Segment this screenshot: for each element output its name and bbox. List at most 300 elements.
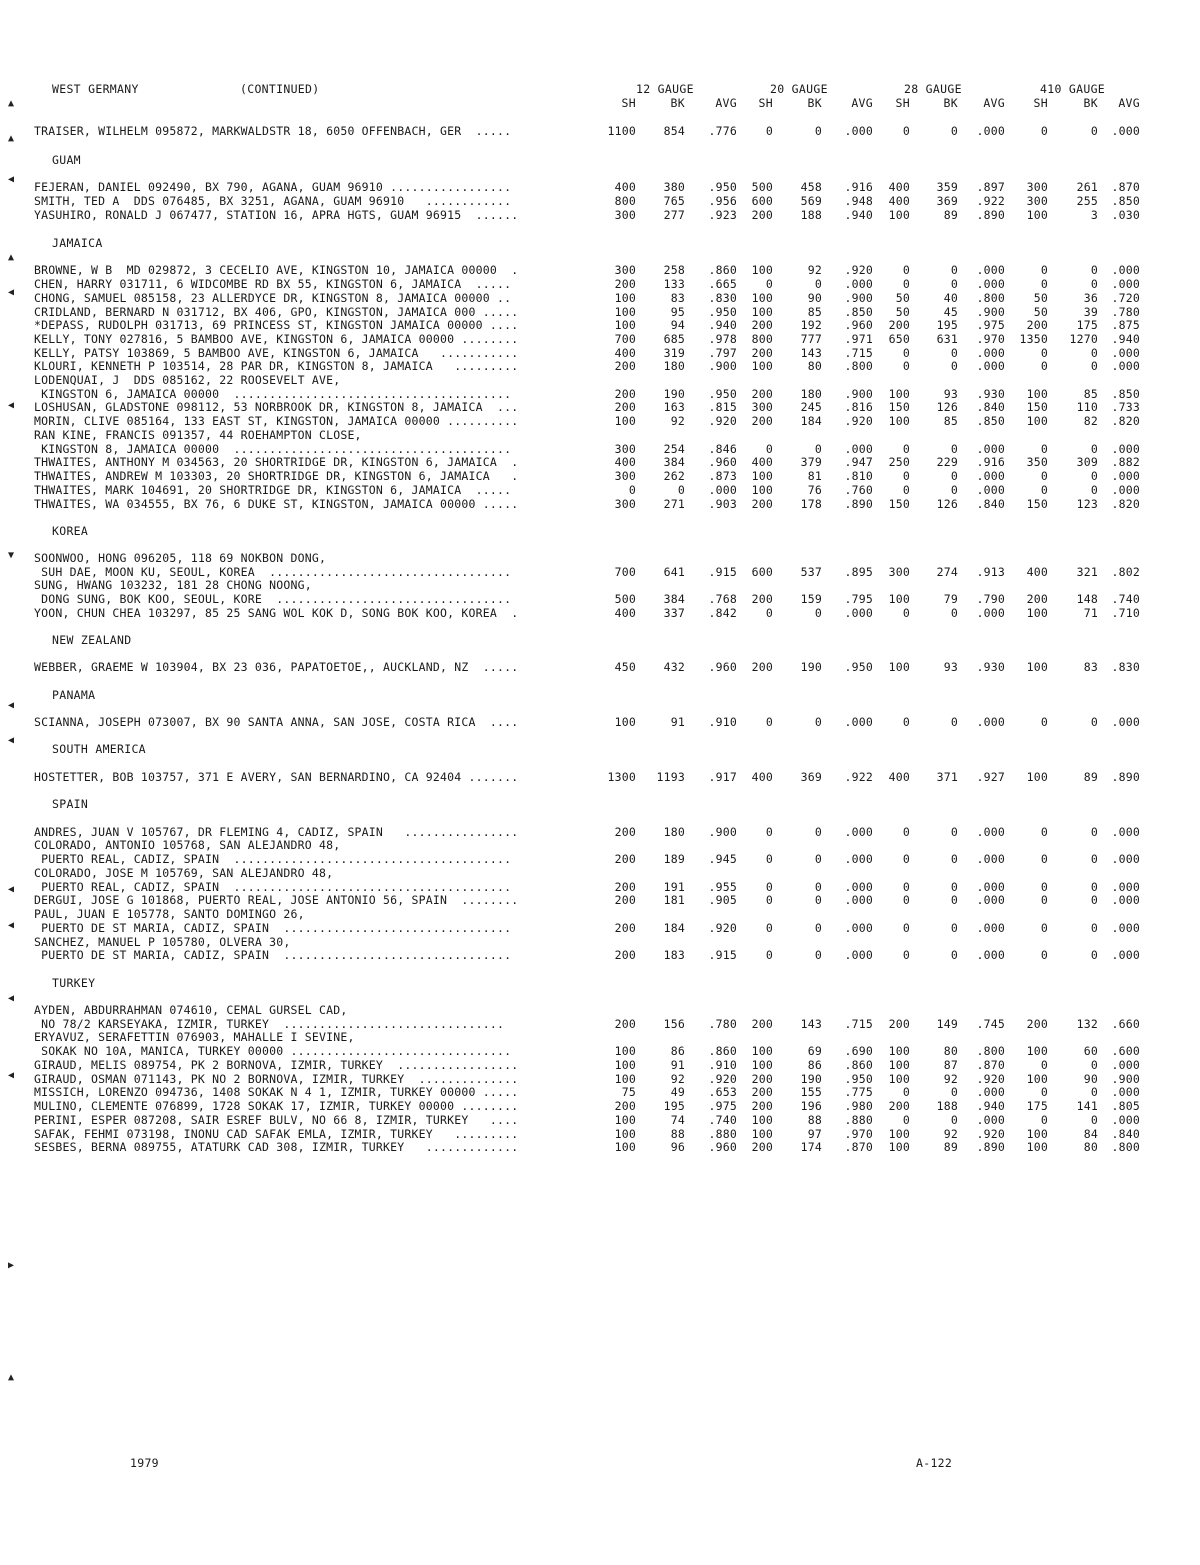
cell-bk: 1193	[656, 770, 685, 784]
cell-bk: 0	[1090, 921, 1098, 935]
cell-sh: 100	[1026, 1127, 1048, 1141]
cell-avg: .890	[976, 208, 1005, 222]
section-heading: TURKEY	[52, 976, 96, 990]
cell-bk: 93	[943, 660, 958, 674]
cell-avg: .930	[976, 660, 1005, 674]
cell-sh: 0	[1040, 346, 1048, 360]
scan-mark-icon: ◀	[8, 700, 15, 711]
cell-bk: 40	[943, 291, 958, 305]
table-row	[0, 483, 1200, 497]
cell-bk: 159	[800, 592, 822, 606]
cell-bk: 156	[663, 1017, 685, 1031]
cell-bk: 95	[670, 305, 685, 319]
section-heading: NEW ZEALAND	[52, 633, 132, 647]
cell-bk: 319	[663, 346, 685, 360]
gauge-12-heading: 12 GAUGE	[636, 82, 694, 96]
scan-mark-icon: ▼	[8, 550, 15, 561]
cell-avg: .000	[1111, 1058, 1140, 1072]
table-row	[0, 124, 1200, 138]
cell-sh: 0	[1040, 921, 1048, 935]
cell-avg: .842	[708, 606, 737, 620]
cell-sh: 300	[888, 565, 910, 579]
cell-sh: 0	[1040, 469, 1048, 483]
cell-bk: 80	[1083, 1140, 1098, 1154]
cell-bk: 0	[814, 124, 822, 138]
cell-bk: 188	[936, 1099, 958, 1113]
cell-bk: 261	[1076, 180, 1098, 194]
cell-bk: 0	[814, 852, 822, 866]
cell-avg: .000	[844, 921, 873, 935]
cell-bk: 81	[807, 469, 822, 483]
shooter-name-address: THWAITES, MARK 104691, 20 SHORTRIDGE DR, KINGSTON 6, JAMAICA .....	[34, 483, 512, 497]
cell-bk: 0	[814, 715, 822, 729]
cell-bk: 258	[663, 263, 685, 277]
cell-bk: 0	[1090, 483, 1098, 497]
cell-bk: 82	[1083, 414, 1098, 428]
cell-bk: 0	[950, 606, 958, 620]
cell-sh: 0	[902, 606, 910, 620]
cell-avg: .000	[844, 893, 873, 907]
cell-avg: .780	[1111, 305, 1140, 319]
gauge-410-heading: 410 GAUGE	[1040, 82, 1106, 96]
cell-bk: 0	[950, 1113, 958, 1127]
cell-sh: 0	[1040, 825, 1048, 839]
column-heading-bk: BK	[670, 96, 685, 110]
cell-sh: 0	[765, 921, 773, 935]
cell-bk: 133	[663, 277, 685, 291]
cell-sh: 400	[614, 180, 636, 194]
cell-sh: 200	[614, 852, 636, 866]
cell-sh: 300	[614, 469, 636, 483]
table-row	[0, 387, 1200, 401]
cell-avg: .850	[1111, 194, 1140, 208]
cell-avg: .948	[844, 194, 873, 208]
cell-avg: .000	[844, 825, 873, 839]
table-row	[0, 921, 1200, 935]
cell-avg: .930	[976, 387, 1005, 401]
cell-avg: .900	[844, 387, 873, 401]
scan-mark-icon: ▲	[8, 1372, 15, 1383]
cell-avg: .830	[708, 291, 737, 305]
cell-bk: 0	[950, 893, 958, 907]
cell-sh: 100	[1026, 387, 1048, 401]
cell-sh: 200	[614, 387, 636, 401]
cell-sh: 175	[1026, 1099, 1048, 1113]
cell-sh: 200	[751, 346, 773, 360]
cell-avg: .840	[1111, 1127, 1140, 1141]
cell-sh: 0	[1040, 1058, 1048, 1072]
table-row	[0, 660, 1200, 674]
cell-avg: .840	[976, 400, 1005, 414]
cell-bk: 384	[663, 592, 685, 606]
cell-sh: 200	[751, 660, 773, 674]
column-heading-bk: BK	[807, 96, 822, 110]
cell-bk: 89	[943, 1140, 958, 1154]
cell-sh: 200	[614, 893, 636, 907]
cell-sh: 200	[751, 1140, 773, 1154]
cell-bk: 0	[814, 880, 822, 894]
cell-sh: 100	[614, 305, 636, 319]
cell-sh: 1100	[607, 124, 636, 138]
cell-bk: 86	[670, 1044, 685, 1058]
cell-bk: 685	[663, 332, 685, 346]
cell-avg: .715	[844, 1017, 873, 1031]
cell-bk: 277	[663, 208, 685, 222]
shooter-name-address: PUERTO DE ST MARIA, CADIZ, SPAIN ................................	[34, 921, 512, 935]
cell-avg: .000	[1111, 948, 1140, 962]
cell-sh: 400	[1026, 565, 1048, 579]
cell-sh: 0	[765, 277, 773, 291]
cell-avg: .653	[708, 1085, 737, 1099]
cell-bk: 141	[1076, 1099, 1098, 1113]
cell-avg: .000	[844, 442, 873, 456]
cell-bk: 0	[1090, 346, 1098, 360]
cell-sh: 100	[751, 469, 773, 483]
cell-avg: .000	[708, 483, 737, 497]
scan-mark-icon: ▲	[8, 252, 15, 263]
cell-sh: 100	[751, 1044, 773, 1058]
cell-bk: 90	[807, 291, 822, 305]
cell-bk: 432	[663, 660, 685, 674]
scan-mark-icon: ◀	[8, 993, 15, 1004]
cell-sh: 100	[888, 1058, 910, 1072]
cell-avg: .030	[1111, 208, 1140, 222]
cell-bk: 0	[1090, 715, 1098, 729]
table-row	[0, 1127, 1200, 1141]
cell-sh: 200	[751, 318, 773, 332]
shooter-name-address: WEBBER, GRAEME W 103904, BX 23 036, PAPATOETOE,, AUCKLAND, NZ .....	[34, 660, 519, 674]
cell-bk: 321	[1076, 565, 1098, 579]
cell-bk: 0	[1090, 880, 1098, 894]
cell-avg: .960	[844, 318, 873, 332]
cell-avg: .000	[1111, 469, 1140, 483]
shooter-name-address: COLORADO, JOSE M 105769, SAN ALEJANDRO 48,	[34, 866, 334, 880]
shooter-name-address: YASUHIRO, RONALD J 067477, STATION 16, APRA HGTS, GUAM 96915 ......	[34, 208, 519, 222]
cell-avg: .790	[976, 592, 1005, 606]
cell-avg: .897	[976, 180, 1005, 194]
scan-mark-icon: ◀	[8, 287, 15, 298]
shooter-name-address: DONG SUNG, BOK KOO, SEOUL, KORE .................................	[34, 592, 512, 606]
cell-sh: 100	[614, 1044, 636, 1058]
cell-bk: 191	[663, 880, 685, 894]
cell-bk: 195	[663, 1099, 685, 1113]
cell-bk: 84	[1083, 1127, 1098, 1141]
cell-avg: .947	[844, 455, 873, 469]
gauge-28-heading: 28 GAUGE	[904, 82, 962, 96]
cell-sh: 200	[614, 948, 636, 962]
cell-sh: 0	[902, 948, 910, 962]
cell-sh: 600	[751, 194, 773, 208]
cell-avg: .000	[976, 880, 1005, 894]
cell-avg: .900	[844, 291, 873, 305]
cell-sh: 150	[1026, 400, 1048, 414]
cell-avg: .715	[844, 346, 873, 360]
table-row	[0, 194, 1200, 208]
cell-avg: .940	[708, 318, 737, 332]
cell-bk: 89	[1083, 770, 1098, 784]
cell-sh: 450	[614, 660, 636, 674]
column-heading-sh: SH	[1033, 96, 1048, 110]
cell-avg: .797	[708, 346, 737, 360]
cell-bk: 0	[1090, 1113, 1098, 1127]
shooter-name-address: AYDEN, ABDURRAHMAN 074610, CEMAL GURSEL CAD,	[34, 1003, 348, 1017]
cell-avg: .920	[844, 414, 873, 428]
cell-avg: .916	[844, 180, 873, 194]
cell-bk: 337	[663, 606, 685, 620]
cell-sh: 0	[902, 442, 910, 456]
cell-bk: 190	[800, 660, 822, 674]
cell-sh: 700	[614, 332, 636, 346]
cell-sh: 50	[895, 291, 910, 305]
cell-bk: 0	[1090, 948, 1098, 962]
cell-avg: .000	[1111, 852, 1140, 866]
cell-avg: .923	[708, 208, 737, 222]
cell-sh: 0	[765, 948, 773, 962]
cell-avg: .000	[1111, 880, 1140, 894]
column-heading-avg: AVG	[983, 96, 1005, 110]
cell-avg: .975	[976, 318, 1005, 332]
cell-sh: 0	[1040, 263, 1048, 277]
country-title: WEST GERMANY	[52, 82, 139, 96]
cell-sh: 100	[888, 414, 910, 428]
table-row	[0, 277, 1200, 291]
cell-sh: 200	[614, 277, 636, 291]
cell-avg: .840	[976, 497, 1005, 511]
cell-avg: .920	[976, 1127, 1005, 1141]
shooter-name-address: KINGSTON 8, JAMAICA 00000 .......................................	[34, 442, 512, 456]
cell-sh: 600	[751, 565, 773, 579]
cell-bk: 371	[936, 770, 958, 784]
cell-bk: 155	[800, 1085, 822, 1099]
cell-bk: 49	[670, 1085, 685, 1099]
shooter-name-address: CRIDLAND, BERNARD N 031712, BX 406, GPO, KINGSTON, JAMAICA 000 .....	[34, 305, 519, 319]
table-row-continuation	[0, 838, 1200, 852]
cell-sh: 200	[751, 497, 773, 511]
cell-avg: .000	[844, 124, 873, 138]
table-row	[0, 565, 1200, 579]
shooter-name-address: SUH DAE, MOON KU, SEOUL, KOREA ..................................	[34, 565, 512, 579]
cell-sh: 100	[888, 387, 910, 401]
cell-sh: 300	[614, 442, 636, 456]
cell-avg: .000	[976, 715, 1005, 729]
cell-bk: 0	[950, 469, 958, 483]
cell-avg: .720	[1111, 291, 1140, 305]
cell-sh: 75	[621, 1085, 636, 1099]
cell-sh: 400	[888, 194, 910, 208]
cell-sh: 200	[614, 1017, 636, 1031]
cell-bk: 309	[1076, 455, 1098, 469]
cell-bk: 359	[936, 180, 958, 194]
shooter-name-address: RAN KINE, FRANCIS 091357, 44 ROEHAMPTON CLOSE,	[34, 428, 362, 442]
cell-bk: 379	[800, 455, 822, 469]
cell-sh: 0	[765, 880, 773, 894]
shooter-name-address: *DEPASS, RUDOLPH 031713, 69 PRINCESS ST, KINGSTON JAMAICA 00000 ....	[34, 318, 519, 332]
cell-sh: 800	[614, 194, 636, 208]
table-row	[0, 318, 1200, 332]
cell-bk: 85	[807, 305, 822, 319]
table-row	[0, 1058, 1200, 1072]
cell-sh: 100	[888, 592, 910, 606]
cell-avg: .882	[1111, 455, 1140, 469]
cell-bk: 123	[1076, 497, 1098, 511]
cell-bk: 0	[950, 880, 958, 894]
cell-sh: 200	[888, 1099, 910, 1113]
cell-avg: .000	[1111, 442, 1140, 456]
cell-avg: .900	[1111, 1072, 1140, 1086]
cell-avg: .890	[844, 497, 873, 511]
cell-bk: 0	[814, 921, 822, 935]
cell-bk: 83	[1083, 660, 1098, 674]
cell-avg: .000	[976, 277, 1005, 291]
cell-avg: .860	[844, 1058, 873, 1072]
cell-bk: 180	[663, 825, 685, 839]
cell-avg: .000	[844, 606, 873, 620]
cell-bk: 631	[936, 332, 958, 346]
cell-avg: .950	[844, 1072, 873, 1086]
table-row	[0, 1099, 1200, 1113]
cell-sh: 0	[765, 852, 773, 866]
shooter-name-address: THWAITES, ANTHONY M 034563, 20 SHORTRIDGE DR, KINGSTON 6, JAMAICA .	[34, 455, 519, 469]
cell-avg: .940	[844, 208, 873, 222]
cell-bk: 262	[663, 469, 685, 483]
cell-avg: .000	[1111, 263, 1140, 277]
shooter-name-address: THWAITES, WA 034555, BX 76, 6 DUKE ST, KINGSTON, JAMAICA 00000 .....	[34, 497, 519, 511]
cell-avg: .922	[976, 194, 1005, 208]
shooter-name-address: KINGSTON 6, JAMAICA 00000 .......................................	[34, 387, 512, 401]
cell-bk: 777	[800, 332, 822, 346]
cell-avg: .860	[708, 1044, 737, 1058]
cell-avg: .920	[708, 1072, 737, 1086]
cell-avg: .913	[976, 565, 1005, 579]
gauge-20-heading: 20 GAUGE	[770, 82, 828, 96]
scan-mark-icon: ▲	[8, 133, 15, 144]
cell-sh: 100	[614, 1140, 636, 1154]
cell-sh: 300	[1026, 194, 1048, 208]
table-row	[0, 263, 1200, 277]
cell-bk: 149	[936, 1017, 958, 1031]
cell-bk: 380	[663, 180, 685, 194]
cell-bk: 148	[1076, 592, 1098, 606]
cell-bk: 195	[936, 318, 958, 332]
cell-sh: 100	[1026, 660, 1048, 674]
cell-bk: 180	[663, 359, 685, 373]
cell-bk: 92	[943, 1127, 958, 1141]
cell-bk: 0	[950, 277, 958, 291]
cell-sh: 100	[1026, 414, 1048, 428]
cell-sh: 100	[751, 305, 773, 319]
cell-bk: 0	[950, 346, 958, 360]
table-row	[0, 208, 1200, 222]
cell-sh: 250	[888, 455, 910, 469]
cell-sh: 200	[1026, 318, 1048, 332]
cell-sh: 400	[614, 346, 636, 360]
cell-avg: .960	[708, 1140, 737, 1154]
cell-sh: 100	[751, 1113, 773, 1127]
shooter-name-address: COLORADO, ANTONIO 105768, SAN ALEJANDRO 48,	[34, 838, 341, 852]
cell-avg: .000	[976, 1113, 1005, 1127]
cell-avg: .000	[844, 715, 873, 729]
cell-sh: 200	[614, 1099, 636, 1113]
cell-sh: 500	[614, 592, 636, 606]
cell-bk: 255	[1076, 194, 1098, 208]
cell-bk: 143	[800, 1017, 822, 1031]
column-heading-bk: BK	[1083, 96, 1098, 110]
cell-avg: .000	[1111, 359, 1140, 373]
cell-avg: .000	[976, 263, 1005, 277]
cell-avg: .955	[708, 880, 737, 894]
cell-avg: .970	[844, 1127, 873, 1141]
cell-bk: 94	[670, 318, 685, 332]
cell-bk: 80	[943, 1044, 958, 1058]
cell-sh: 0	[902, 346, 910, 360]
cell-sh: 200	[1026, 592, 1048, 606]
cell-sh: 400	[614, 606, 636, 620]
cell-sh: 0	[902, 124, 910, 138]
cell-avg: .776	[708, 124, 737, 138]
cell-bk: 0	[950, 825, 958, 839]
cell-bk: 181	[663, 893, 685, 907]
cell-sh: 0	[902, 359, 910, 373]
table-row	[0, 305, 1200, 319]
cell-avg: .000	[1111, 1113, 1140, 1127]
scan-mark-icon: ◀	[8, 174, 15, 185]
cell-avg: .915	[708, 948, 737, 962]
cell-sh: 150	[888, 497, 910, 511]
cell-sh: 0	[902, 893, 910, 907]
cell-avg: .940	[1111, 332, 1140, 346]
cell-bk: 0	[814, 606, 822, 620]
cell-sh: 100	[614, 414, 636, 428]
cell-sh: 700	[614, 565, 636, 579]
cell-bk: 90	[1083, 1072, 1098, 1086]
cell-bk: 0	[1090, 277, 1098, 291]
cell-sh: 0	[902, 715, 910, 729]
cell-avg: .900	[708, 359, 737, 373]
cell-avg: .895	[844, 565, 873, 579]
cell-bk: 0	[950, 124, 958, 138]
cell-bk: 74	[670, 1113, 685, 1127]
cell-bk: 0	[1090, 359, 1098, 373]
table-row	[0, 180, 1200, 194]
cell-sh: 400	[888, 180, 910, 194]
cell-sh: 0	[765, 715, 773, 729]
cell-avg: .000	[976, 1085, 1005, 1099]
cell-bk: 80	[807, 359, 822, 373]
cell-bk: 178	[800, 497, 822, 511]
cell-sh: 0	[902, 1113, 910, 1127]
cell-avg: .816	[844, 400, 873, 414]
column-heading-bk: BK	[943, 96, 958, 110]
cell-avg: .000	[976, 359, 1005, 373]
cell-sh: 0	[765, 825, 773, 839]
section-heading: JAMAICA	[52, 236, 103, 250]
cell-avg: .000	[844, 880, 873, 894]
scan-mark-icon: ◀	[8, 1070, 15, 1081]
cell-avg: .900	[708, 825, 737, 839]
cell-bk: 86	[807, 1058, 822, 1072]
cell-avg: .000	[1111, 277, 1140, 291]
scan-mark-icon: ▶	[8, 1260, 15, 1271]
cell-sh: 200	[614, 400, 636, 414]
cell-avg: .920	[708, 921, 737, 935]
cell-avg: .980	[844, 1099, 873, 1113]
cell-bk: 174	[800, 1140, 822, 1154]
cell-bk: 1270	[1069, 332, 1098, 346]
table-row	[0, 455, 1200, 469]
cell-sh: 300	[614, 208, 636, 222]
cell-sh: 200	[888, 318, 910, 332]
cell-sh: 200	[751, 592, 773, 606]
